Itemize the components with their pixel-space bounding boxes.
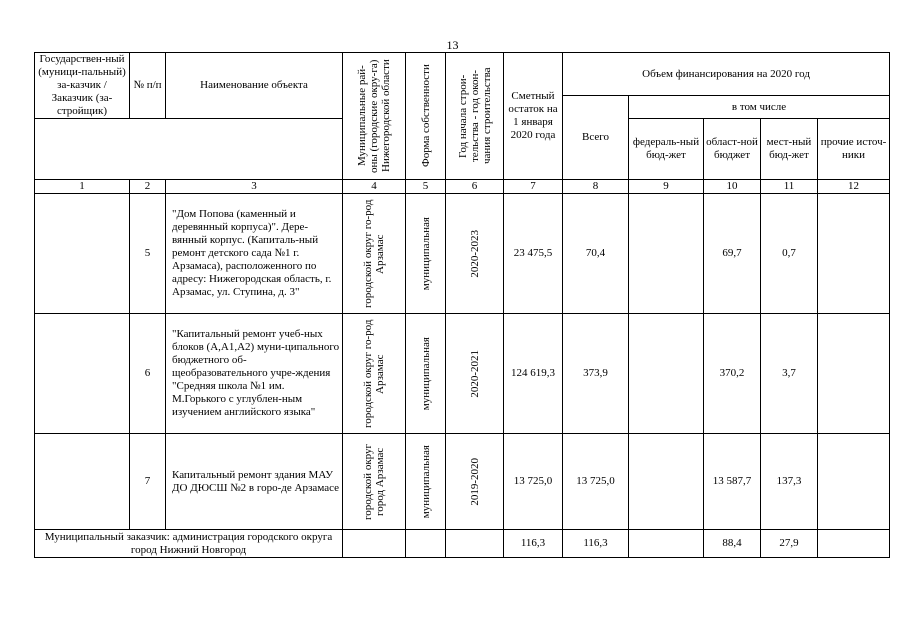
years: 2019-2020 bbox=[446, 434, 504, 530]
row-number: 5 bbox=[130, 194, 166, 314]
table-row bbox=[35, 194, 890, 314]
header-number: № п/п bbox=[130, 53, 166, 119]
header-customer: Государствен-ный (муници-пальный) за-казчик / Заказчик (за-стройщик) bbox=[35, 53, 130, 119]
local: 0,7 bbox=[761, 194, 818, 314]
total-row-label: Муниципальный заказчик: администрация городского округа город Нижний Новгород bbox=[35, 530, 343, 558]
table-row bbox=[35, 314, 890, 434]
row-number: 6 bbox=[130, 314, 166, 434]
ownership: муниципальная bbox=[406, 434, 446, 530]
table-row bbox=[35, 434, 890, 530]
total-local: 27,9 bbox=[761, 530, 818, 558]
years: 2020-2021 bbox=[446, 314, 504, 434]
district: городской округ го-род Арзамас bbox=[343, 194, 406, 314]
district: городской округ го-род Арзамас bbox=[343, 314, 406, 434]
total-total: 116,3 bbox=[563, 530, 629, 558]
row-number: 7 bbox=[130, 434, 166, 530]
header-financing: Объем финансирования на 2020 год bbox=[563, 53, 890, 96]
balance: 23 475,5 bbox=[504, 194, 563, 314]
total-balance: 116,3 bbox=[504, 530, 563, 558]
balance: 124 619,3 bbox=[504, 314, 563, 434]
regional: 370,2 bbox=[704, 314, 761, 434]
header-object-name: Наименование объекта bbox=[166, 53, 343, 119]
header-other: прочие источ-ники bbox=[818, 119, 890, 180]
local: 3,7 bbox=[761, 314, 818, 434]
other bbox=[818, 314, 890, 434]
page-number: 13 bbox=[446, 38, 459, 52]
header-federal: федераль-ный бюд-жет bbox=[629, 119, 704, 180]
header-years: Год начала строи-тельства - год окон-чания строительства bbox=[446, 53, 504, 180]
other bbox=[818, 194, 890, 314]
ownership: муниципальная bbox=[406, 314, 446, 434]
header-spacer bbox=[35, 119, 343, 180]
header-including: в том числе bbox=[629, 96, 890, 119]
local: 137,3 bbox=[761, 434, 818, 530]
total: 373,9 bbox=[563, 314, 629, 434]
total: 70,4 bbox=[563, 194, 629, 314]
header-district: Муниципальные рай-оны (городские окру-га) Нижегородской области bbox=[343, 53, 406, 180]
column-number-row: 1 2 3 4 5 6 7 8 9 10 11 12 bbox=[35, 180, 890, 194]
federal bbox=[629, 314, 704, 434]
total-row bbox=[35, 530, 890, 558]
object-name: "Дом Попова (каменный и деревянный корпуса)". Дере-вянный корпус. (Капиталь-ный ремонт детского сада №1 г. Арзамаса), расположенного по адресу: Нижегородская область, г. Арзамас, ул. Ступина, д. 3" bbox=[166, 194, 343, 314]
total: 13 725,0 bbox=[563, 434, 629, 530]
header-local: мест-ный бюд-жет bbox=[761, 119, 818, 180]
total-federal bbox=[629, 530, 704, 558]
header-total: Всего bbox=[563, 96, 629, 180]
district: городской округ город Арзамас bbox=[343, 434, 406, 530]
federal bbox=[629, 194, 704, 314]
federal bbox=[629, 434, 704, 530]
other bbox=[818, 434, 890, 530]
ownership: муниципальная bbox=[406, 194, 446, 314]
total-other bbox=[818, 530, 890, 558]
header-ownership: Форма собственности bbox=[406, 53, 446, 180]
financing-table bbox=[34, 52, 890, 558]
header-regional: област-ной бюджет bbox=[704, 119, 761, 180]
header-balance: Сметный остаток на 1 января 2020 года bbox=[504, 53, 563, 180]
object-name: "Капитальный ремонт учеб-ных блоков (А,А1,А2) муни-ципального бюджетного об-щеобразовательного учре-ждения "Средняя школа №1 им. М.Горького с углублен-ным изучением английского языка" bbox=[166, 314, 343, 434]
regional: 69,7 bbox=[704, 194, 761, 314]
object-name: Капитальный ремонт здания МАУ ДО ДЮСШ №2 в горо-де Арзамасе bbox=[166, 434, 343, 530]
total-regional: 88,4 bbox=[704, 530, 761, 558]
years: 2020-2023 bbox=[446, 194, 504, 314]
balance: 13 725,0 bbox=[504, 434, 563, 530]
regional: 13 587,7 bbox=[704, 434, 761, 530]
